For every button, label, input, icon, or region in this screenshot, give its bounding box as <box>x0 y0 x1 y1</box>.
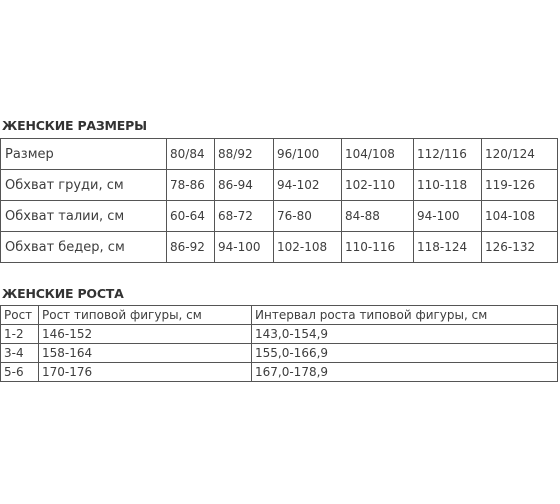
table-cell: 78-86 <box>167 170 215 201</box>
sizes-table <box>0 138 558 263</box>
table-cell: 158-164 <box>39 344 252 363</box>
row-label: Размер <box>1 139 167 170</box>
sizes-section-title: ЖЕНСКИЕ РАЗМЕРЫ <box>2 118 147 133</box>
table-cell: 3-4 <box>1 344 39 363</box>
heights-table <box>0 305 558 382</box>
table-cell: 94-100 <box>414 201 482 232</box>
table-cell: 110-116 <box>342 232 414 263</box>
table-cell: 60-64 <box>167 201 215 232</box>
sizes-row-chest <box>1 170 558 201</box>
table-cell: 167,0-178,9 <box>252 363 558 382</box>
table-cell: 118-124 <box>414 232 482 263</box>
table-cell: 5-6 <box>1 363 39 382</box>
table-cell: 155,0-166,9 <box>252 344 558 363</box>
table-cell: 68-72 <box>215 201 274 232</box>
row-label: Обхват талии, см <box>1 201 167 232</box>
table-cell: 80/84 <box>167 139 215 170</box>
table-cell: 76-80 <box>274 201 342 232</box>
sizes-row-waist <box>1 201 558 232</box>
table-cell: 112/116 <box>414 139 482 170</box>
sizes-row-size <box>1 139 558 170</box>
table-cell: 119-126 <box>482 170 558 201</box>
column-header: Рост <box>1 306 39 325</box>
table-cell: 94-100 <box>215 232 274 263</box>
table-cell: 170-176 <box>39 363 252 382</box>
table-cell: 120/124 <box>482 139 558 170</box>
table-cell: 96/100 <box>274 139 342 170</box>
table-cell: 143,0-154,9 <box>252 325 558 344</box>
column-header: Рост типовой фигуры, см <box>39 306 252 325</box>
table-cell: 110-118 <box>414 170 482 201</box>
table-cell: 102-110 <box>342 170 414 201</box>
table-cell: 104/108 <box>342 139 414 170</box>
table-cell: 104-108 <box>482 201 558 232</box>
table-cell: 126-132 <box>482 232 558 263</box>
column-header: Интервал роста типовой фигуры, см <box>252 306 558 325</box>
table-row <box>1 325 558 344</box>
table-cell: 146-152 <box>39 325 252 344</box>
row-label: Обхват груди, см <box>1 170 167 201</box>
heights-section-title: ЖЕНСКИЕ РОСТА <box>2 286 124 301</box>
sizes-row-hips <box>1 232 558 263</box>
table-cell: 102-108 <box>274 232 342 263</box>
table-cell: 1-2 <box>1 325 39 344</box>
heights-header-row <box>1 306 558 325</box>
table-cell: 86-94 <box>215 170 274 201</box>
table-row <box>1 344 558 363</box>
row-label: Обхват бедер, см <box>1 232 167 263</box>
table-cell: 94-102 <box>274 170 342 201</box>
table-row <box>1 363 558 382</box>
table-cell: 88/92 <box>215 139 274 170</box>
table-cell: 86-92 <box>167 232 215 263</box>
table-cell: 84-88 <box>342 201 414 232</box>
